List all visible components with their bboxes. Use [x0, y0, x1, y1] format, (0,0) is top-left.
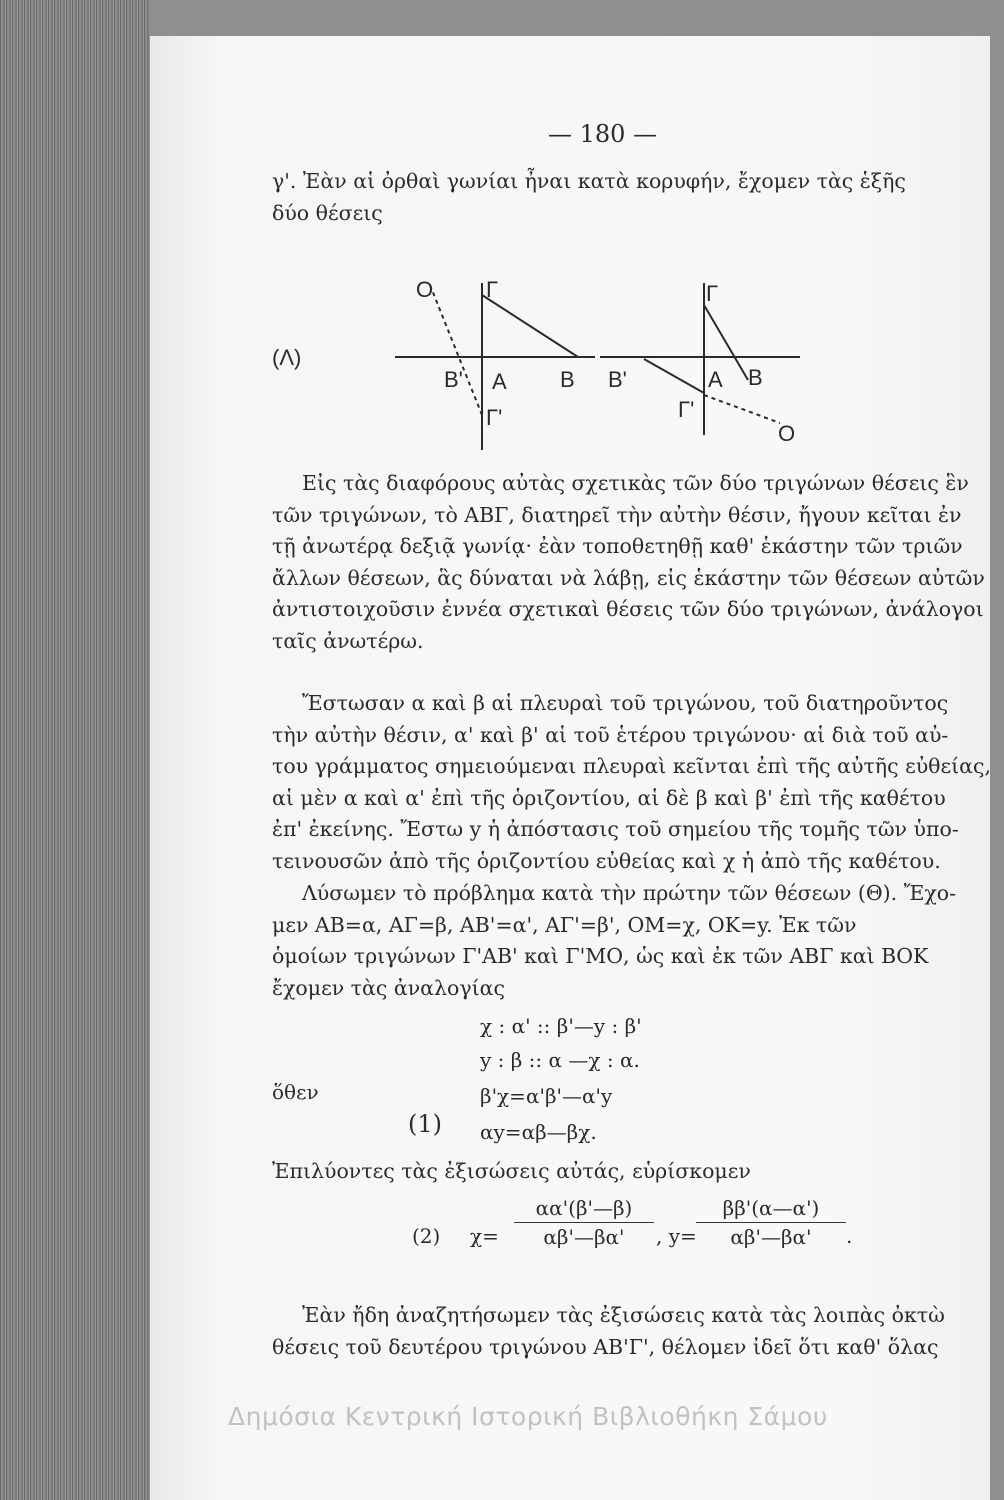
text-line: τεινουσῶν ἀπὸ τῆς ὁριζοντίου εὐθείας καὶ χ ἡ ἀπὸ τῆς καθέτου.	[272, 848, 941, 873]
y-lhs: , y=	[656, 1224, 697, 1248]
eq2-end: .	[846, 1224, 853, 1248]
paragraph-1	[272, 468, 985, 657]
book-edge	[0, 0, 150, 1500]
text-line: τῶν τριγώνων, τὸ ΑΒΓ, διατηρεῖ τὴν αὐτὴν θέσιν, ἤγουν κεῖται ἐν	[272, 502, 962, 527]
x-numerator: αα'(β'—β)	[514, 1196, 654, 1223]
point-label: O	[416, 277, 434, 302]
point-label: O	[778, 421, 796, 446]
point-label: Β	[748, 365, 763, 390]
text-line: του γράμματος σημειούμεναι πλευραὶ κεῖνται ἐπὶ τῆς αὐτῆς εὐθείας,	[272, 754, 992, 778]
text-line: τῇ ἀνωτέρᾳ δεξιᾷ γωνίᾳ· ἐὰν τοποθετηθῇ καθ' ἑκάστην τῶν τριῶν	[272, 534, 963, 558]
point-label: Γ'	[486, 405, 503, 430]
text-line: θέσεις τοῦ δευτέρου τριγώνου ΑΒ'Γ', θέλομεν ἰδεῖ ὅτι καθ' ὅλας	[272, 1334, 939, 1359]
point-label: Α	[492, 369, 507, 394]
x-denominator: αβ'—βα'	[543, 1225, 625, 1249]
text-line: γ'. Ἐὰν αἱ ὀρθαὶ γωνίαι ἦναι κατὰ κορυφήν, ἔχομεν τὰς ἑξῆς	[272, 169, 906, 193]
text-line: Ἔστωσαν α καὶ β αἱ πλευραὶ τοῦ τριγώνου, τοῦ διατηροῦντος	[302, 691, 949, 715]
page-number: — 180 —	[548, 120, 658, 148]
point-label: Γ'	[678, 397, 695, 422]
text-line: ἔχομεν τὰς ἀναλογίας	[272, 975, 505, 1000]
left-dashed-line	[430, 285, 482, 415]
text-line: Λύσωμεν τὸ πρόβλημα κατὰ τὴν πρώτην τῶν θέσεων (Θ). Ἔχο-	[302, 881, 957, 905]
left-hypotenuse	[482, 295, 578, 357]
equation-2-label: (2)	[412, 1224, 441, 1248]
figure-lambda	[270, 275, 830, 455]
text-line: αἱ μὲν α καὶ α' ἐπὶ τῆς ὁριζοντίου, αἱ δὲ β καὶ β' ἐπὶ τῆς καθέτου	[272, 785, 946, 810]
text-line: τὴν αὐτὴν θέσιν, α' καὶ β' αἱ τοῦ ἑτέρου τριγώνου· αἱ διὰ τοῦ αὐ-	[272, 722, 949, 747]
x-fraction	[514, 1196, 654, 1249]
text-line: ὁμοίων τριγώνων Γ'ΑΒ' καὶ Γ'ΜΟ, ὡς καὶ ἐκ τῶν ΑΒΓ καὶ ΒΟΚ	[272, 944, 929, 968]
paragraph-3	[272, 878, 962, 1004]
x-lhs: χ=	[470, 1224, 499, 1248]
text-line: ἄλλων θέσεων, ἃς δύναται νὰ λάβῃ, εἰς ἑκάστην τῶν θέσεων αὐτῶν	[272, 565, 985, 590]
right-dashed-line	[704, 395, 780, 423]
figure-label: (Λ)	[272, 345, 302, 370]
point-label: Α	[708, 367, 723, 392]
hothen-word: ὅθεν	[272, 1080, 319, 1104]
proportion-1: χ : α' :: β'—y : β'	[480, 1014, 642, 1038]
equation-1a: β'χ=α'β'—α'y	[480, 1084, 613, 1108]
text-line: δύο θέσεις	[272, 200, 383, 225]
text-line: ἐπ' ἐκείνης. Ἔστω y ἡ ἀπόστασις τοῦ σημείου τῆς τομῆς τῶν ὑπο-	[272, 817, 959, 841]
point-label: Β	[560, 367, 575, 392]
library-watermark: Δημόσια Κεντρική Ιστορική Βιβλιοθήκη Σάμου	[228, 1402, 828, 1431]
equation-1b: αy=αβ—βχ.	[480, 1120, 597, 1144]
point-label: Β'	[608, 367, 627, 392]
y-denominator: αβ'—βα'	[730, 1225, 812, 1249]
y-numerator: ββ'(α—α')	[696, 1196, 846, 1223]
equation-1-label: (1)	[408, 1110, 442, 1138]
closing-paragraph	[272, 1300, 962, 1363]
text-line: μεν ΑΒ=α, ΑΓ=β, ΑΒ'=α', ΑΓ'=β', ΟΜ=χ, ΟΚ=y. Ἐκ τῶν	[272, 912, 857, 937]
text-line: Ἐὰν ἤδη ἀναζητήσωμεν τὰς ἐξισώσεις κατὰ τὰς λοιπὰς ὀκτὼ	[302, 1303, 945, 1327]
intro-text	[272, 166, 962, 229]
right-lower-line	[644, 359, 704, 393]
point-label: Γ	[486, 277, 499, 302]
text-line: ἀντιστοιχοῦσιν ἐννέα σχετικαὶ θέσεις τῶν δύο τριγώνων, ἀνάλογοι	[272, 597, 984, 621]
text-line: ταῖς ἀνωτέρω.	[272, 628, 424, 653]
point-label: Β'	[444, 367, 463, 392]
paragraph-2	[272, 688, 992, 877]
point-label: Γ	[706, 281, 719, 306]
proportion-2: y : β :: α —χ : α.	[480, 1048, 640, 1072]
solving-line-container	[272, 1156, 962, 1188]
text-line: Εἰς τὰς διαφόρους αὐτὰς σχετικὰς τῶν δύο τριγώνων θέσεις ἓν	[302, 471, 969, 495]
text-line: Ἐπιλύοντες τὰς ἐξισώσεις αὐτάς, εὑρίσκομεν	[272, 1159, 751, 1183]
y-fraction	[696, 1196, 846, 1249]
